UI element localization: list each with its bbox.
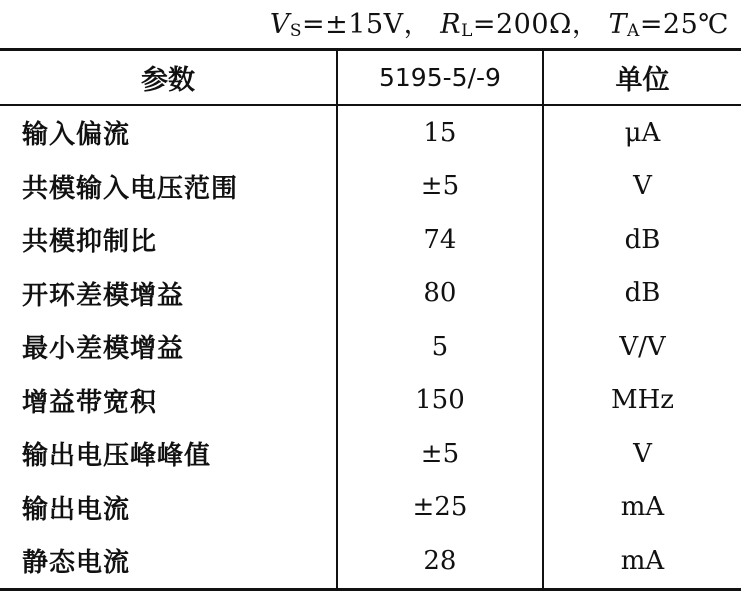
param-value: 150	[337, 374, 543, 428]
header-model: 5195-5/-9	[337, 50, 543, 106]
vs-symbol: V	[269, 9, 290, 40]
table-row	[0, 320, 741, 374]
table-row	[0, 481, 741, 535]
param-unit: V	[633, 171, 652, 202]
ta-symbol: T	[608, 9, 628, 40]
param-unit: dB	[624, 224, 661, 255]
table-row	[0, 534, 741, 589]
param-name: 静态电流	[22, 548, 131, 579]
param-unit: mA	[620, 492, 665, 523]
param-name: 共模输入电压范围	[22, 173, 239, 204]
param-value: ±25	[337, 481, 543, 535]
param-name: 输出电流	[22, 494, 131, 525]
table-header-row	[0, 50, 741, 106]
param-name: 开环差模增益	[22, 280, 185, 311]
ta-value: =25℃	[639, 9, 729, 40]
test-conditions	[270, 2, 729, 41]
table-row	[0, 427, 741, 481]
table-row	[0, 374, 741, 428]
rl-symbol: R	[440, 9, 462, 40]
parameter-table	[0, 48, 741, 591]
table-row	[0, 267, 741, 321]
header-parameter: 参数	[0, 50, 337, 106]
param-name: 输入偏流	[22, 120, 131, 151]
vs-subscript: S	[289, 21, 303, 41]
param-unit: μA	[624, 117, 661, 148]
param-unit: dB	[624, 278, 661, 309]
param-value: 15	[337, 105, 543, 160]
rl-value: =200Ω，	[472, 9, 600, 40]
vs-value: =±15V，	[302, 9, 432, 40]
param-value: 28	[337, 534, 543, 589]
header-unit: 单位	[543, 50, 741, 106]
param-name: 最小差模增益	[22, 334, 185, 365]
param-unit: mA	[620, 545, 665, 576]
param-value: ±5	[337, 427, 543, 481]
param-unit: V/V	[619, 331, 666, 362]
param-value: 80	[337, 267, 543, 321]
param-name: 输出电压峰峰值	[22, 441, 212, 472]
rl-subscript: L	[461, 21, 473, 41]
param-name: 共模抑制比	[22, 227, 158, 258]
table-row	[0, 213, 741, 267]
param-value: ±5	[337, 160, 543, 214]
table-row	[0, 105, 741, 160]
param-value: 5	[337, 320, 543, 374]
table-row	[0, 160, 741, 214]
param-value: 74	[337, 213, 543, 267]
ta-subscript: A	[627, 21, 640, 41]
param-unit: V	[633, 438, 652, 469]
param-unit: MHz	[610, 385, 674, 416]
param-name: 增益带宽积	[22, 387, 158, 418]
